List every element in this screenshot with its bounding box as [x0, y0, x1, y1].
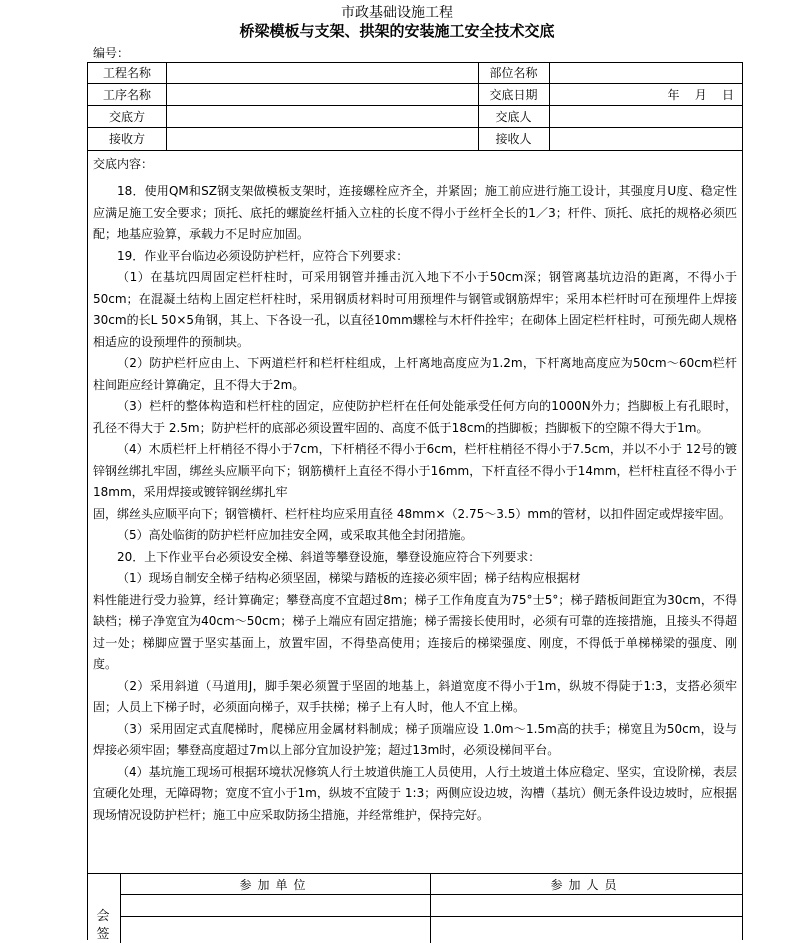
unit-field[interactable] — [121, 917, 430, 941]
content-paragraph: 19．作业平台临边必须设防护栏杆，应符合下列要求： — [117, 248, 409, 263]
signoff-top-line — [88, 873, 742, 874]
receiver-person-label: 接收人 — [495, 132, 532, 146]
content-paragraph: （1）现场自制安全梯子结构必须坚固，梯梁与踏板的连接必须牢固；梯子结构应根据材 — [117, 571, 581, 585]
content-label: 交底内容： — [93, 157, 154, 171]
category-heading: 市政基础设施工程 — [341, 5, 453, 21]
content-paragraph: 18．使用QM和SZ钢支架做模板支架时，连接螺栓应齐全，并紧固；施工前应进行施工设计，其强度月U度、稳定性应满足施工安全要求；顶托、底托的螺旋丝杆插入立柱的长度不得小于丝杆全长的1／3；杆件、顶托、底托的规格必须匹配；地基应验算，承载力不足时应加固。 — [93, 184, 737, 241]
content-paragraph: 料性能进行受力验算，经计算确定；攀登高度不宜超过8m；梯子工作角度直为75°士5°；梯子踏板间距宜为30cm，不得缺档；梯子净宽宜为40cm～50cm；梯子上端应有固定措施；梯子需接长使用时，必须有可靠的连接措施，且接头不得超过一处；梯脚应置于坚实基面上，放置牢固，不得垫高使用；连接后的梯梁强度、刚度，不得低于单梯梯梁的强度、刚度。 — [93, 592, 737, 671]
row-divider — [88, 105, 742, 106]
issuer-person-label: 交底人 — [495, 110, 532, 124]
row-divider — [88, 83, 742, 84]
content-paragraph: （5）高处临街的防护栏杆应加挂安全网，或采取其他全封闭措施。 — [117, 528, 473, 542]
content-paragraph: （3）栏杆的整体构造和栏杆柱的固定，应使防护栏杆在任何处能承受任何方向的1000N外力；挡脚板上有孔眼时，孔径不得大于 2.5m；防护栏杆的底部必须设置牢固的、高度不低于18cm的挡脚板；挡脚板下的空隙不得大于1m。 — [93, 399, 737, 435]
content-paragraph: （1）在基坑四周固定栏杆柱时，可采用钢管并捶击沉入地下不小于50cm深；钢管离基坑边沿的距离，不得小于50cm；在混凝土结构上固定栏杆柱时，采用钢质材料时可用预埋件与钢管或钢筋焊牢；采用本栏杆时可在预埋件上焊接30cm的长L 50×5角钢，其上、下各设一孔，以直径10mm螺栓与木杆件拴牢；在砌体上固定栏杆柱时，可预先砌人规格相适应的设预埋件的预制块。 — [93, 270, 737, 349]
unit-field[interactable] — [121, 895, 430, 916]
col-divider — [549, 63, 550, 150]
content-paragraph: 20．上下作业平台必须设安全梯、斜道等攀登设施，攀登设施应符合下列要求： — [117, 549, 541, 564]
people-header: 参加人员 — [550, 878, 623, 892]
document-title: 桥梁模板与支架、拱架的安装施工安全技术交底 — [239, 22, 555, 40]
content-paragraph: （2）采用斜道（马道用J，脚手架必须置于坚固的地基上，斜道宽度不得小于1m，纵坡不得陡于1:3，支搭必须牢固；人员上下梯子时，必须面向梯子，双手扶梯；梯子上有人时，他人不宜上梯。 — [93, 678, 737, 714]
number-label: 编号： — [93, 46, 130, 60]
content-paragraph: 固，绑丝头应顺平向下；钢管横杆、栏杆柱均应采用直径 48mm×（2.75～3.5）mm的管材，以扣件固定或焊接牢固。 — [93, 506, 731, 521]
process-name-label: 工序名称 — [102, 88, 151, 102]
signoff-side-label-1: 会 — [96, 909, 110, 924]
content-paragraph: （4）木质栏杆上杆梢径不得小于7cm，下杆梢径不得小于6cm，栏杆柱梢径不得小于7.5cm，并以不小于 12号的镀锌钢丝绑扎牢固，绑丝头应顺平向下；钢筋横杆上直径不得小于16mm，下杆直径不得小于14mm，栏杆柱直径不得小于18mm，采用焊接或镀锌钢丝绑扎牢 — [93, 442, 737, 499]
issuer-label: 交底方 — [108, 110, 145, 124]
row-divider — [88, 127, 742, 128]
content-paragraph: （4）基坑施工现场可根据环境状况修筑人行土坡道供施工人员使用，人行土坡道土体应稳定、坚实，宜设阶梯，表层宜硬化处理，无障碍物；宽度不宜小于1m，纵坡不宜陵于 1:3；两侧应设边坡，沟槽（基坑）侧无条件设边坡时，应根据现场情况设防护栏杆；施工中应采取防扬尘措施，并经常维护，保持完好。 — [93, 764, 737, 822]
content-paragraph: （3）采用固定式直爬梯时，爬梯应用金属材料制成；梯子顶端应设 1.0m～1.5m高的扶手；梯宽且为50cm，设与焊接必须牢固；攀登高度超过7m以上部分宜加设护笼；超过13m时，必须设梯间平台。 — [93, 721, 737, 757]
content-body — [93, 181, 737, 826]
row-divider — [88, 150, 742, 151]
date-label: 交底日期 — [489, 88, 538, 102]
people-field[interactable] — [431, 895, 742, 916]
signoff-side-label-2: 签 — [96, 927, 110, 942]
content-paragraph: （2）防护栏杆应由上、下两道栏杆和栏杆柱组成，上杆离地高度应为1.2m，下杆离地高度应为50cm～60cm栏杆柱间距应经计算确定，且不得大于2m。 — [93, 356, 737, 392]
col-divider — [166, 63, 167, 150]
part-name-label: 部位名称 — [489, 66, 538, 80]
date-field[interactable]: 年 月 日 — [667, 88, 734, 102]
unit-header: 参加单位 — [239, 878, 312, 892]
project-name-label: 工程名称 — [102, 66, 151, 80]
disclosure-form — [87, 62, 743, 940]
people-field[interactable] — [431, 917, 742, 941]
receiver-label: 接收方 — [108, 132, 145, 146]
